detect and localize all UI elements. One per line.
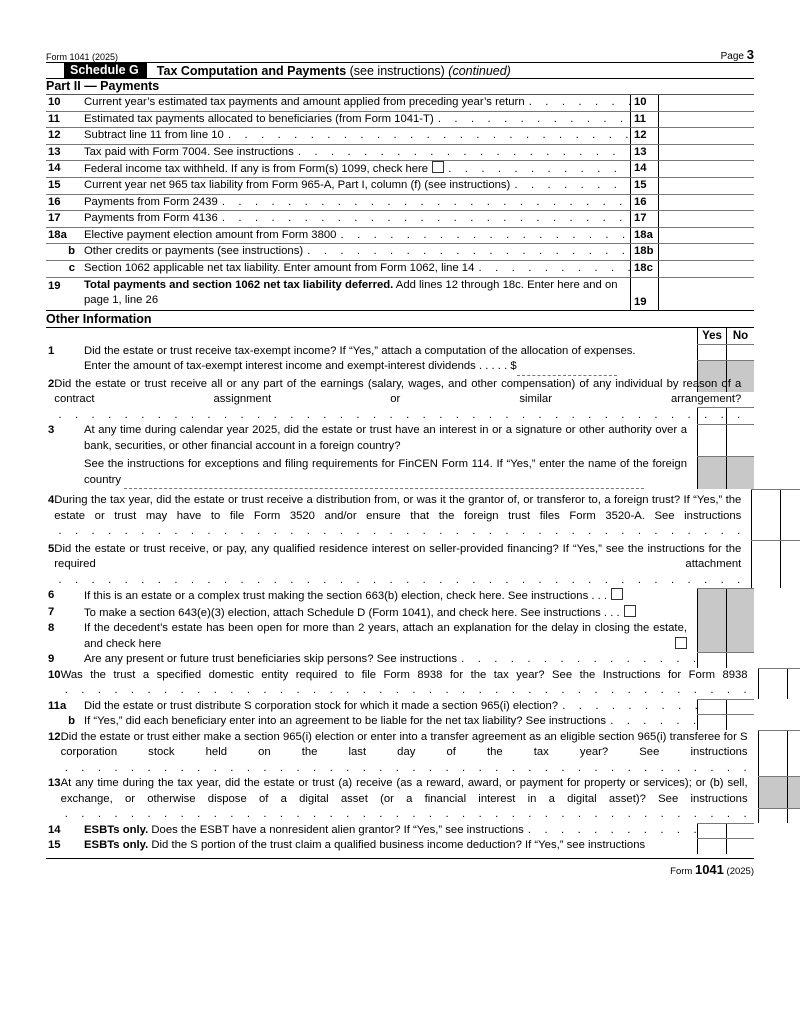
estate-open-checkbox[interactable]	[675, 637, 687, 649]
question-11b: b If “Yes,” did each beneficiary enter into an agreement to be liable for the net tax liability? See instructions . .	[46, 714, 754, 730]
question-8: 8 If the decedent’s estate has been open for more than 2 years, attach an explanation for the delay in closing the estate, and check here	[48, 622, 687, 650]
section-643e3-checkbox[interactable]	[624, 605, 636, 617]
q5-no[interactable]	[780, 541, 800, 589]
q11b-no[interactable]	[726, 715, 754, 730]
yes-no-header	[46, 328, 754, 344]
line-14-amount[interactable]	[659, 161, 754, 177]
page-header	[46, 48, 754, 62]
line-19-amount[interactable]	[659, 278, 754, 310]
page-footer: Form 1041 (2025)	[46, 858, 754, 877]
line-14: 14 Federal income tax withheld. If any is from Form(s) 1099, check here . . 14	[46, 161, 754, 178]
other-info-title: Other Information	[46, 311, 754, 328]
section-663b-checkbox[interactable]	[611, 588, 623, 600]
line-13-amount[interactable]	[659, 145, 754, 161]
q13-yes[interactable]	[758, 809, 787, 823]
question-7: 7 To make a section 643(e)(3) election, attach Schedule D (Form 1041), and check here. See instructions . . .	[46, 605, 697, 622]
question-3: 3 At any time during calendar year 2025, did the estate or trust have an interest in or a signature or other authority over a bank, securities, or other financial account in a foreign country? See the instructions for exceptions and filing requirements for FinCEN Form 114. If “Yes,” enter the name of the foreign country	[46, 423, 754, 489]
q14-yes[interactable]	[697, 824, 726, 839]
question-10: 10 Was the trust a specified domestic entity required to file Form 8938 for the tax year? See the Instructions for Form 8938 . .	[46, 668, 754, 699]
line-11: 11 Estimated tax payments allocated to beneficiaries (from Form 1041-T) . . 11	[46, 112, 754, 129]
questions-6-8	[46, 588, 754, 652]
question-12: 12 Did the estate or trust either make a section 965(i) election or enter into a transfer agreement as an eligible section 965(i) transferee for S corporation stock held on the last day of the tax year? See instructions . .	[46, 730, 754, 777]
line-11-amount[interactable]	[659, 112, 754, 128]
line-15-amount[interactable]	[659, 178, 754, 194]
line-13: 13 Tax paid with Form 7004. See instructions . . 13	[46, 145, 754, 162]
line-16-amount[interactable]	[659, 195, 754, 211]
form-1099-checkbox[interactable]	[432, 161, 444, 173]
line-18a-amount[interactable]	[659, 228, 754, 244]
question-1: 1 Did the estate or trust receive tax-exempt income? If “Yes,” attach a computation of the allocation of expenses. Enter the amount of tax-exempt interest income and exempt-interest dividends . . . . . $	[46, 344, 754, 392]
form-label: Form 1041 (2025)	[46, 52, 119, 62]
q15-yes[interactable]	[697, 839, 726, 854]
line-18b: b Other credits or payments (see instructions) . . 18b	[46, 244, 754, 261]
line-19: 19 Total payments and section 1062 net tax liability deferred. Add lines 12 through 18c. Enter here and on page 1, line 26 19	[46, 278, 754, 311]
line-18b-amount[interactable]	[659, 244, 754, 260]
no-header: No	[726, 328, 754, 344]
line-15: 15 Current year net 965 tax liability from Form 965-A, Part I, column (f) (see instructions) . . 15	[46, 178, 754, 195]
line-10: 10 Current year’s estimated tax payments and amount applied from preceding year’s return . . 10	[46, 95, 754, 112]
page-number: 3	[746, 47, 754, 62]
page-indicator: Page 3	[720, 47, 754, 62]
q15-no[interactable]	[726, 839, 754, 854]
q2-yes[interactable]	[697, 408, 726, 424]
line-18c-amount[interactable]	[659, 261, 754, 277]
q5-yes[interactable]	[751, 541, 780, 589]
q4-yes[interactable]	[751, 490, 780, 540]
other-info-section	[46, 328, 754, 854]
question-2: 2 Did the estate or trust receive all or any part of the earnings (salary, wages, and other compensation) of any individual by reason of a contract assignment or similar arrangement? . .	[46, 377, 754, 424]
q1-yes[interactable]	[697, 345, 726, 360]
q11b-yes[interactable]	[697, 715, 726, 730]
question-11a: 11a Did the estate or trust distribute S corporation stock for which it made a section 965(i) election? . .	[46, 699, 754, 715]
q1-no[interactable]	[726, 345, 754, 360]
q12-yes[interactable]	[758, 731, 787, 777]
q13-no[interactable]	[787, 809, 800, 823]
line-18a: 18a Elective payment election amount from Form 3800 . . 18a	[46, 228, 754, 245]
schedule-title: Tax Computation and Payments (see instructions) (continued)	[156, 63, 511, 78]
question-14: 14 ESBTs only. Does the ESBT have a nonresident alien grantor? If “Yes,” see instructions . .	[46, 823, 754, 839]
part2-title: Part II — Payments	[46, 79, 754, 95]
q3-no[interactable]	[726, 425, 754, 456]
foreign-country-field[interactable]	[124, 473, 644, 490]
tax-exempt-amount-field[interactable]	[517, 359, 617, 376]
line-10-amount[interactable]	[659, 95, 754, 111]
schedule-header	[46, 62, 754, 79]
q12-no[interactable]	[787, 731, 800, 777]
question-6: 6 If this is an estate or a complex trust making the section 663(b) election, check here. See instructions . . .	[46, 588, 697, 605]
q4-no[interactable]	[780, 490, 800, 540]
question-9: 9 Are any present or future trust beneficiaries skip persons? See instructions . .	[46, 652, 754, 668]
form-page	[46, 48, 754, 877]
q9-yes[interactable]	[697, 653, 726, 668]
line-12: 12 Subtract line 11 from line 10 . . 12	[46, 128, 754, 145]
line-12-amount[interactable]	[659, 128, 754, 144]
question-4: 4 During the tax year, did the estate or trust receive a distribution from, or was it the grantor of, or transferor to, a foreign trust? If “Yes,” the estate or trust may have to file Form 3520 and/or ensure that the foreign trust files Form 3520-A. See instructions . .	[46, 493, 754, 540]
line-16: 16 Payments from Form 2439 . . 16	[46, 195, 754, 212]
question-5: 5 Did the estate or trust receive, or pay, any qualified residence interest on seller-provided financing? If “Yes,” see the instructions for the required attachment . .	[46, 542, 754, 589]
question-15: 15 ESBTs only. Did the S portion of the trust claim a qualified business income deduction? If “Yes,” see instructions	[46, 838, 754, 854]
line-17-amount[interactable]	[659, 211, 754, 227]
q10-no[interactable]	[787, 669, 800, 699]
q11a-yes[interactable]	[697, 700, 726, 715]
footer-form-number: 1041	[694, 861, 724, 877]
part2-lines	[46, 95, 754, 311]
q14-no[interactable]	[726, 824, 754, 839]
line-18c: c Section 1062 applicable net tax liability. Enter amount from Form 1062, line 14 . . 18c	[46, 261, 754, 278]
yes-header: Yes	[697, 328, 726, 344]
q10-yes[interactable]	[758, 669, 787, 699]
q2-no[interactable]	[726, 408, 754, 424]
q11a-no[interactable]	[726, 700, 754, 715]
question-13: 13 At any time during the tax year, did the estate or trust (a) receive (as a reward, award, or payment for property or services); or (b) sell, exchange, or otherwise dispose of a digital asset (or a financial interest in a digital asset)? See instructions . .	[46, 776, 754, 823]
line-17: 17 Payments from Form 4136 . . 17	[46, 211, 754, 228]
schedule-tag: Schedule G	[64, 63, 147, 78]
q3-yes[interactable]	[697, 425, 726, 456]
q9-no[interactable]	[726, 653, 754, 668]
